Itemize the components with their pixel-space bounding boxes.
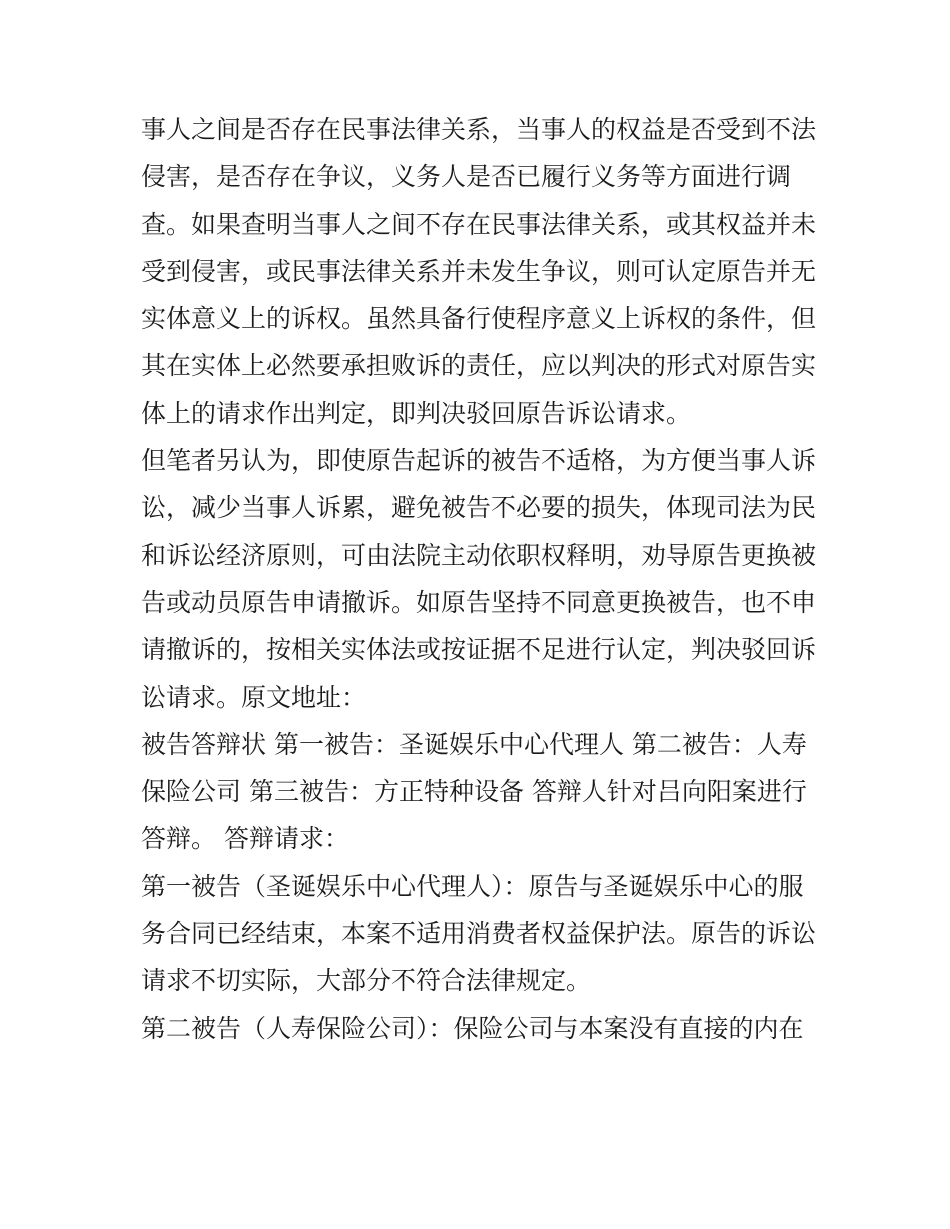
text-line: 务合同已经结束，本案不适用消费者权益保护法。原告的诉讼 <box>141 919 817 949</box>
text-line: 侵害，是否存在争议，义务人是否已履行义务等方面进行调 <box>141 162 792 192</box>
text-line: 保险公司 第三被告：方正特种设备 答辩人针对吕向阳案进行 <box>141 777 807 807</box>
text-line: 请撤诉的，按相关实体法或按证据不足进行认定，判决驳回诉 <box>141 635 817 665</box>
text-line: 答辩。 答辩请求： <box>141 824 349 854</box>
text-line: 请求不切实际，大部分不符合法律规定。 <box>141 966 592 996</box>
document-body <box>141 106 841 1052</box>
text-line: 告或动员原告申请撤诉。如原告坚持不同意更换被告，也不申 <box>141 587 817 617</box>
text-line: 受到侵害，或民事法律关系并未发生争议，则可认定原告并无 <box>141 256 817 286</box>
text-line: 体上的请求作出判定，即判决驳回原告诉讼请求。 <box>141 398 692 428</box>
text-line: 和诉讼经济原则，可由法院主动依职权释明，劝导原告更换被 <box>141 540 817 570</box>
text-line: 其在实体上必然要承担败诉的责任，应以判决的形式对原告实 <box>141 351 817 381</box>
text-line: 第二被告（人寿保险公司）：保险公司与本案没有直接的内在 <box>141 1013 804 1043</box>
text-line: 查。如果查明当事人之间不存在民事法律关系，或其权益并未 <box>141 209 817 239</box>
text-line: 但笔者另认为，即使原告起诉的被告不适格，为方便当事人诉 <box>141 446 817 476</box>
text-line: 实体意义上的诉权。虽然具备行使程序意义上诉权的条件，但 <box>141 304 817 334</box>
text-line: 讼请求。原文地址： <box>141 682 367 712</box>
text-line: 被告答辩状 第一被告：圣诞娱乐中心代理人 第二被告：人寿 <box>141 729 807 759</box>
text-line: 事人之间是否存在民事法律关系，当事人的权益是否受到不法 <box>141 115 817 144</box>
text-line: 讼，减少当事人诉累，避免被告不必要的损失，体现司法为民 <box>141 493 817 523</box>
text-line: 第一被告（圣诞娱乐中心代理人）：原告与圣诞娱乐中心的服 <box>141 871 804 901</box>
